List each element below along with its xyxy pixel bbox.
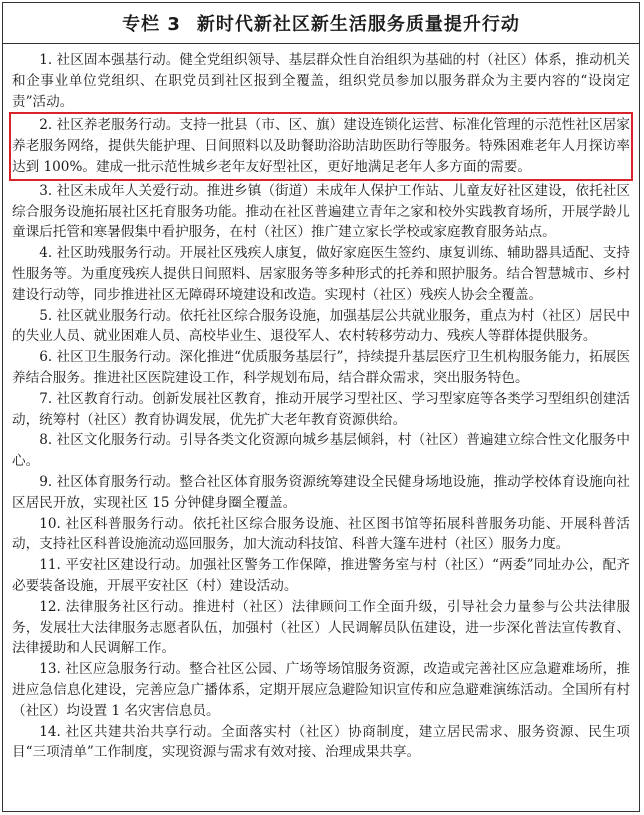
column-content: [3, 44, 639, 763]
item-6: 6. 社区卫生服务行动。深化推进“优质服务基层行”，持续提升基层医疗卫生机构服务能力，拓展医养结合服务。推进社区医院建设工作，科学规划布局，结合群众需求，突出服务特色。: [12, 349, 630, 386]
item-14: 14. 社区共建共治共享行动。全面落实村（社区）协商制度，建立居民需求、服务资源、民生项目“三项清单”工作制度，实现资源与需求有效对接、治理成果共享。: [12, 723, 630, 761]
item-7: 7. 社区教育行动。创新发展社区教育，推动开展学习型社区、学习型家庭等各类学习型组织创建活动，统筹村（社区）教育协调发展，优先扩大老年教育资源供给。: [12, 390, 630, 428]
column-title: [122, 10, 520, 36]
column-label: 专栏 3: [122, 14, 181, 35]
item-12: 12. 法律服务社区行动。推进村（社区）法律顾问工作全面升级，引导社会力量参与公共法律服务，发展壮大法律服务志愿者队伍，加强村（社区）人民调解员队伍建设，进一步深化普法宣传教育、法律援助和人民调解工作。: [12, 598, 630, 657]
item-5: 5. 社区就业服务行动。依托社区综合服务设施，加强基层公共就业服务，重点为村（社区）居民中的失业人员、就业困难人员、高校毕业生、退役军人、农村转移劳动力、残疾人等群体提供服务。: [12, 307, 630, 345]
item-10: 10. 社区科普服务行动。依托社区综合服务设施、社区图书馆等拓展科普服务功能、开展科普活动，支持社区科普设施流动巡回服务，加大流动科技馆、科普大篷车进村（社区）服务力度。: [12, 515, 630, 553]
column-title-text: 新时代新社区新生活服务质量提升行动: [196, 14, 520, 35]
item-9: 9. 社区体育服务行动。整合社区体育服务资源统筹建设全民健身场地设施，推动学校体育设施向社区居民开放，实现社区 15 分钟健身圈全覆盖。: [12, 473, 630, 511]
special-column-box: [2, 2, 640, 812]
item-13: 13. 社区应急服务行动。整合社区公园、广场等场馆服务资源，改造或完善社区应急避难场所，推进应急信息化建设，完善应急广播体系，定期开展应急避险知识宣传和应急避难演练活动。全国所有村（社区）均设置 1 名灾害信息员。: [12, 661, 630, 719]
item-4: 4. 社区助残服务行动。开展社区残疾人康复，做好家庭医生签约、康复训练、辅助器具适配、支持性服务等。为重度残疾人提供日间照料、居家服务等多种形式的托养和照护服务。结合智慧城市、乡村建设行动等，同步推进社区无障碍环境建设和改造。实现村（社区）残疾人协会全覆盖。: [12, 245, 630, 303]
column-header: [3, 3, 639, 44]
item-2-highlighted: 2. 社区养老服务行动。支持一批县（市、区、旗）建设连锁化运营、标准化管理的示范性社区居家养老服务网络，提供失能护理、日间照料以及助餐助浴助洁助医助行等服务。特殊困难老年人月探访率达到 100%。建成一批示范性城乡老年友好型社区，更好地满足老年人多方面的需要。: [12, 115, 630, 177]
item-1: 1. 社区固本强基行动。健全党组织领导、基层群众性自治组织为基础的村（社区）体系，推动机关和企事业单位党组织、在职党员到社区报到全覆盖，组织党员参加以服务群众为主要内容的“设岗定责”活动。: [12, 52, 630, 110]
item-8: 8. 社区文化服务行动。引导各类文化资源向城乡基层倾斜，村（社区）普遍建立综合性文化服务中心。: [12, 432, 630, 470]
item-11: 11. 平安社区建设行动。加强社区警务工作保障，推进警务室与村（社区）“两委”同址办公，配齐必要装备设施，开展平安社区（村）建设活动。: [12, 557, 630, 594]
item-3: 3. 社区未成年人关爱行动。推进乡镇（街道）未成年人保护工作站、儿童友好社区建设，依托社区综合服务设施拓展社区托育服务功能。推动在社区普遍建立青年之家和校外实践教育场所，开展学龄儿童课后托管和寒暑假集中看护服务，在村（社区）推广建立家长学校或家庭教育服务站点。: [12, 182, 630, 241]
